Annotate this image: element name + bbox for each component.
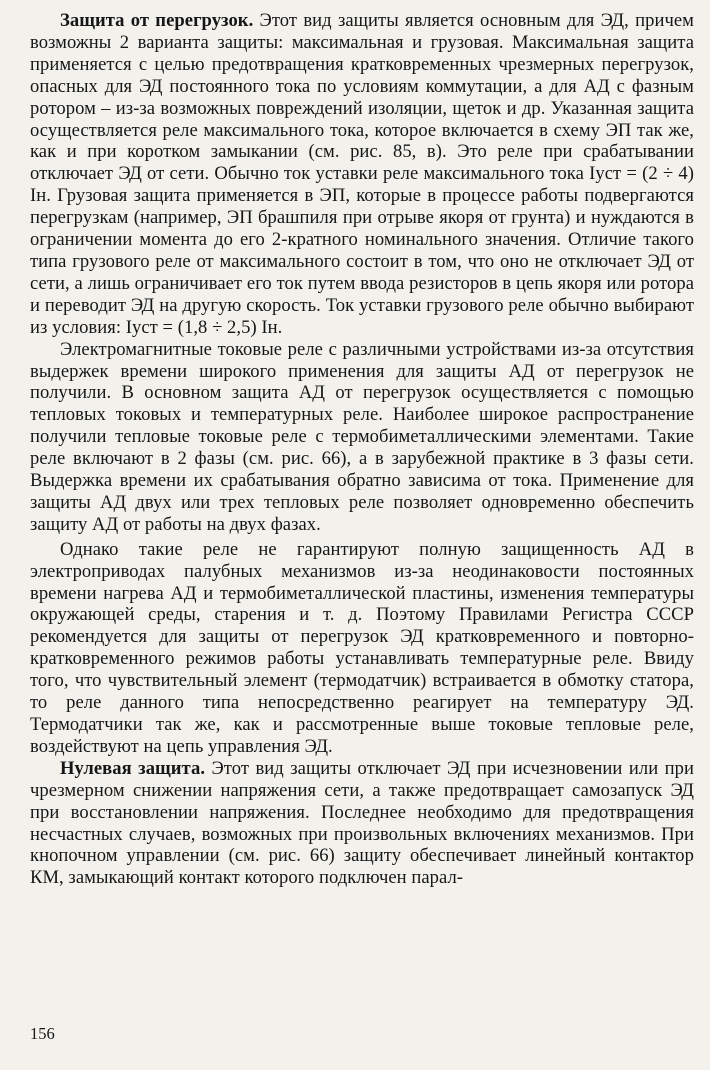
paragraph-text: Этот вид защиты отключает ЭД при исчезновении или при чрезмерном снижении напряжения сети, а также предотвращает самозапуск ЭД при восстановлении напряжения. Последнее необходимо для предотвращения несчастных случаев, возможных при произвольных включениях механизмов. При кнопочном управлении (см. рис. 66) защиту обеспечивает линейный контактор КМ, замыкающий контакт которого подключен парал- [30,757,694,889]
runin-heading-overload: Защита от перегрузок. [60,10,254,31]
paragraph-zero-protection [30,758,694,889]
paragraph-text: Электромагнитные токовые реле с различными устройствами из-за отсутствия выдержек времени широкого применения для защиты АД от перегрузок не получили. В основном защита АД от перегрузок осуществляется с помощью тепловых токовых и температурных реле. Наиболее широкое распространение получили тепловые токовые реле с термобиметаллическими элементами. Такие реле включают в 2 фазы (см. рис. 66), а в зарубежной практике в 3 фазы сети. Выдержка времени их срабатывания обратно зависима от тока. Применение для защиты АД двух или трех тепловых реле позволяет одновременно обеспечить защиту АД от работы на двух фазах. [30,338,694,535]
runin-heading-zero: Нулевая защита. [60,757,206,779]
paragraph-thermal-relays [30,339,694,536]
paragraph-text: Однако такие реле не гарантируют полную защищенность АД в электроприводах палубных механизмов из-за неодинаковости постоянных времени нагрева АД и термобиметаллической пластины, изменения температуры окружающей среды, старения и т. д. Поэтому Правилами Регистра СССР рекомендуется для защиты от перегрузок ЭД кратковременного и повторно-кратковременного режимов работы устанавливать температурные реле. Ввиду того, что чувствительный элемент (термодатчик) встраивается в обмотку статора, то реле данного типа непосредственно реагирует на температуру ЭД. Термодатчики так же, как и рассмотренные выше токовые тепловые реле, воздействуют на цепь управления ЭД. [30,538,694,757]
paragraph-text: Этот вид защиты является основным для ЭД, причем возможны 2 варианта защиты: максимальная и грузовая. Максимальная защита применяется с целью предотвращения кратковременных чрезмерных перегрузок, опасных для ЭД постоянного тока по условиям коммутации, а для АД с фазным ротором – из-за возможных повреждений изоляции, щеток и др. Указанная защита осуществляется реле максимального тока, которое включается в схему ЭП так же, как и при коротком замыкании (см. рис. 85, в). Это реле при срабатывании отключает ЭД от сети. Обычно ток уставки реле максимального тока Iуст = (2 ÷ 4) Iн. Грузовая защита применяется в ЭП, которые в процессе работы подвергаются перегрузкам (например, ЭП брашпиля при отрыве якоря от грунта) и нуждаются в ограничении момента до его 2-кратного номинального значения. Отличие такого типа грузового реле от максимального состоит в том, что оно не отключает ЭД от сети, а лишь ограничивает его ток путем ввода резисторов в цепь якоря или ротора и переводит ЭД на другую скорость. Ток уставки грузового реле обычно выбирают из условия: Iуст = (1,8 ÷ 2,5) Iн. [30,10,694,338]
page-number: 156 [30,1024,55,1043]
paragraph-overload-protection [30,10,694,339]
paragraph-temperature-relays [30,539,694,758]
